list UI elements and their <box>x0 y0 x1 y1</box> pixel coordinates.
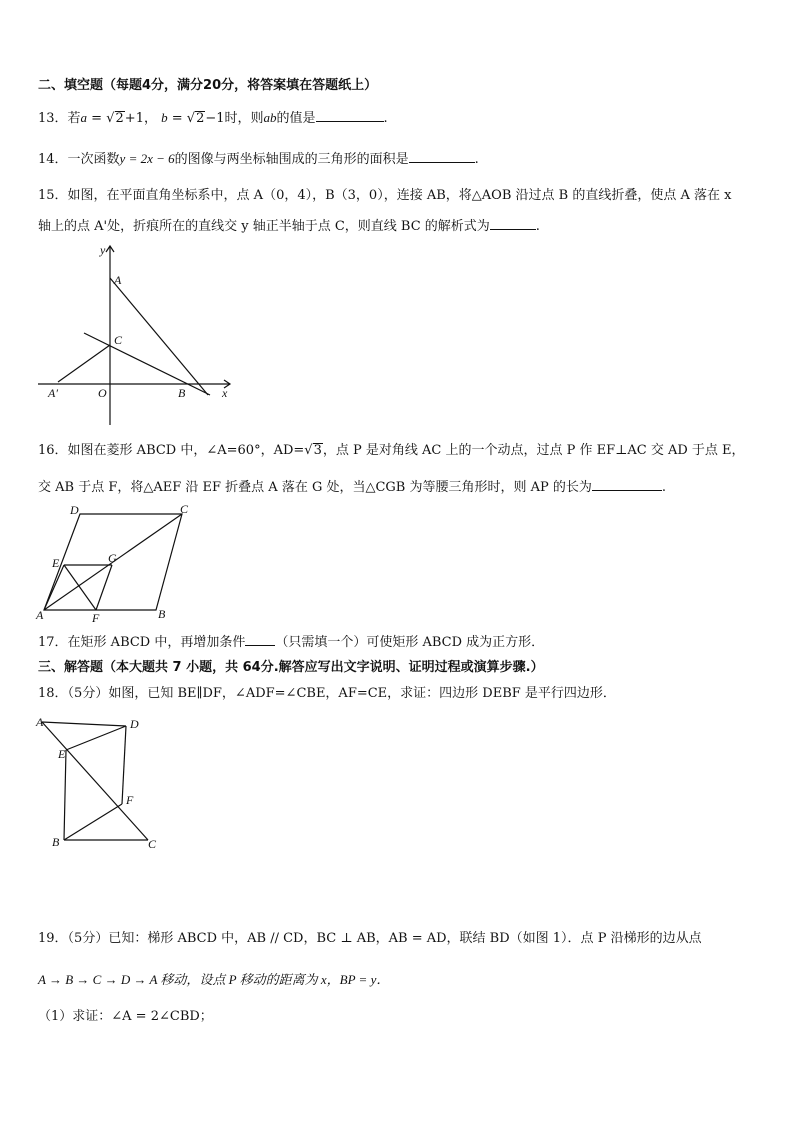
q16-radicand: 3 <box>313 443 322 458</box>
q18-label-c: C <box>148 837 157 851</box>
q16-label-g: G <box>108 551 117 565</box>
q16-figure <box>30 500 210 626</box>
q13-a: a <box>80 110 88 125</box>
q16-label-d: D <box>70 503 79 517</box>
question-16-line1: 16．如图在菱形 ABCD 中，∠A=60°，AD=√3，点 P 是对角线 AC 上的一个动点，过点 P 作 EF⊥AC 交 AD 于点 E， <box>38 443 745 458</box>
q13-tail: 的值是 <box>276 111 316 126</box>
question-14 <box>38 150 479 169</box>
question-17 <box>38 633 544 652</box>
q16-label-b: B <box>158 607 166 621</box>
q13-b-eq: = <box>167 111 187 126</box>
q17-text-a: 17．在矩形 ABCD 中，再增加条件 <box>38 635 246 650</box>
q18-label-b: B <box>52 835 60 849</box>
question-16-line2 <box>38 478 666 497</box>
q17-text-b: （只需填一个）可使矩形 ABCD 成为正方形． <box>275 635 545 650</box>
q15-label-b: B <box>178 386 186 400</box>
q13-b-tail: −1时，则 <box>205 111 264 126</box>
q18-figure <box>30 710 170 856</box>
question-18: 18．（5分）如图，已知 BE∥DF，∠ADF=∠CBE，AF=CE，求证：四边形 DEBF 是平行四边形． <box>38 686 616 701</box>
q13-a-tail: +1， <box>124 111 157 126</box>
q16-line1-a: 16．如图在菱形 ABCD 中，∠A=60°，AD= <box>38 443 305 458</box>
q18-label-f: F <box>126 793 134 807</box>
q16-label-c: C <box>180 502 189 516</box>
q14-prefix: 14．一次函数 <box>38 152 120 167</box>
question-19-line3: （1）求证：∠A = 2∠CBD； <box>38 1009 213 1024</box>
q15-label-a: A <box>114 273 122 287</box>
q16-label-f: F <box>92 611 100 625</box>
q18-line-ed <box>66 726 126 750</box>
q15-end: . <box>535 219 540 234</box>
q13-b: b <box>161 110 168 125</box>
question-15-line2 <box>38 217 540 236</box>
q15-label-x: x <box>222 386 228 400</box>
q15-label-o: O <box>98 386 107 400</box>
q18-label-e: E <box>58 747 66 761</box>
q18-label-a: A <box>36 715 44 729</box>
q14-tail: 的图像与两坐标轴围成的三角形的面积是 <box>174 152 409 167</box>
q15-label-a-prime: A′ <box>48 386 58 400</box>
q18-line-bf <box>64 804 122 840</box>
question-15-line1: 15．如图，在平面直角坐标系中，点 A（0，4），B（3，0），连接 AB，将△AOB 沿过点 B 的直线折叠，使点 A 落在 x <box>38 188 732 203</box>
section-heading-fill-in: 二、填空题（每题4分，满分20分，将答案填在答题纸上） <box>38 78 378 93</box>
q18-line-ac <box>42 722 148 840</box>
q14-expression: y = 2x − 6 <box>119 151 175 166</box>
q16-line2-text: 交 AB 于点 F，将△AEF 沿 EF 折叠点 A 落在 G 处，当△CGB 为等腰三角形时，则 AP 的长为 <box>38 480 592 495</box>
q15-line-ab <box>110 278 208 395</box>
q15-label-c: C <box>114 333 123 347</box>
question-19-line2: A → B → C → D → A 移动，设点 P 移动的距离为 x，BP = y． <box>38 972 390 987</box>
q18-line-eb <box>64 750 66 840</box>
q18-line-ad <box>42 722 126 726</box>
q16-answer-blank[interactable] <box>592 478 662 491</box>
q13-answer-blank[interactable] <box>316 109 384 122</box>
q16-label-e: E <box>52 556 60 570</box>
q17-answer-blank[interactable] <box>245 633 275 646</box>
q15-figure <box>30 240 240 430</box>
q13-prefix: 13．若 <box>38 111 81 126</box>
q15-answer-blank[interactable] <box>490 217 536 230</box>
section-heading-solutions: 三、解答题（本大题共 7 小题，共 64分.解答应写出文字说明、证明过程或演算步骤.） <box>38 660 544 675</box>
q13-a-radicand: 2 <box>115 111 124 126</box>
q16-label-a: A <box>36 608 44 622</box>
q15-line-ac <box>58 345 110 382</box>
q18-label-d: D <box>130 717 139 731</box>
q14-end: . <box>474 152 479 167</box>
q13-end: . <box>383 111 388 126</box>
q15-label-y: y <box>100 243 106 257</box>
q13-a-eq: = <box>87 111 107 126</box>
question-19-line1: 19．（5分）已知：梯形 ABCD 中，AB // CD，BC ⊥ AB，AB = AD，联结 BD（如图 1）．点 P 沿梯形的边从点 <box>38 931 702 946</box>
q13-ab: ab <box>263 110 277 125</box>
q15-line2-text: 轴上的点 A'处，折痕所在的直线交 y 轴正半轴于点 C，则直线 BC 的解析式为 <box>38 219 490 234</box>
q16-end: . <box>661 480 667 495</box>
q14-answer-blank[interactable] <box>409 150 475 163</box>
q16-line1-b: ，点 P 是对角线 AC 上的一个动点，过点 P 作 EF⊥AC 交 AD 于点 E， <box>322 443 745 458</box>
q16-line-ef <box>64 565 96 610</box>
q13-b-radicand: 2 <box>196 111 205 126</box>
question-13: 13．若a = √2+1， b = √2−1时，则ab的值是 . <box>38 110 388 126</box>
